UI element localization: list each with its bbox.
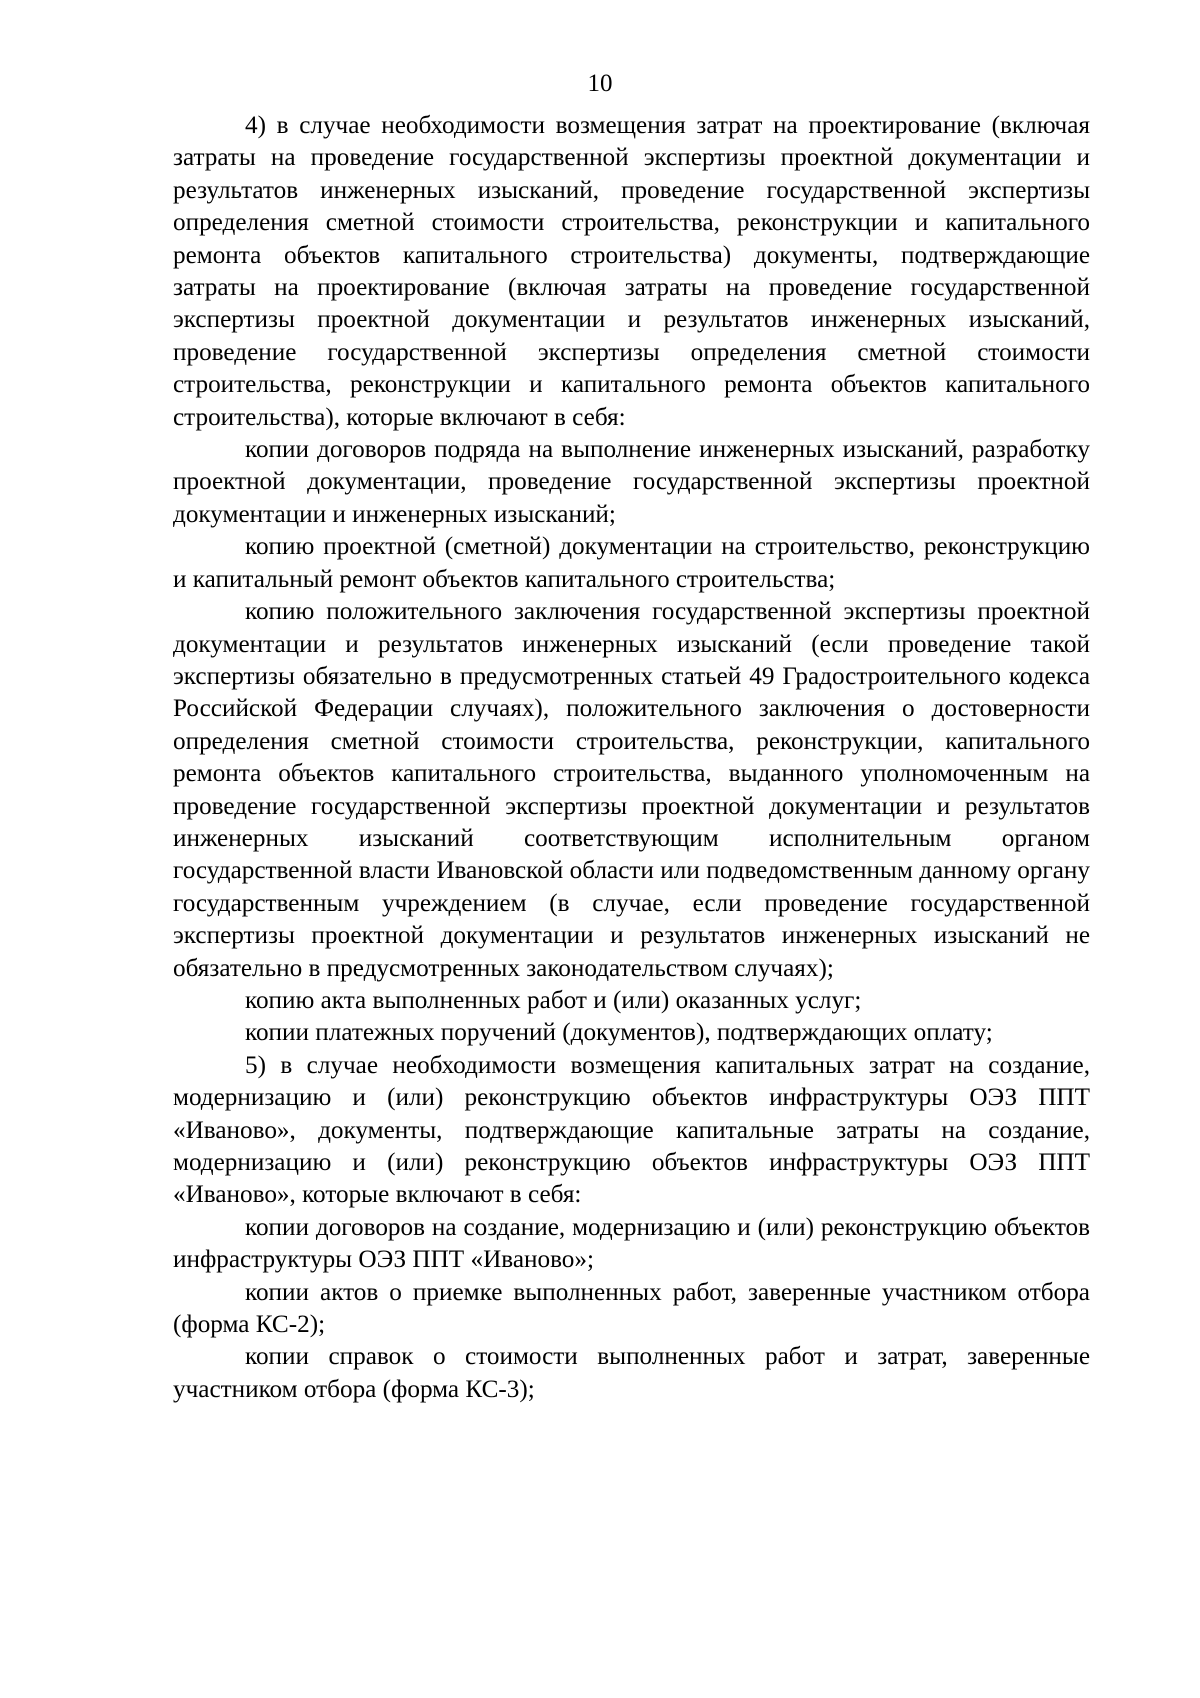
paragraph-ks2-acts: копии актов о приемке выполненных работ, заверенные участником отбора (форма КС-2); xyxy=(173,1278,1090,1339)
paragraph-ks3-certificates: копии справок о стоимости выполненных работ и затрат, заверенные участником отбора (форма КС-3); xyxy=(173,1343,1090,1403)
paragraph-payment-orders: копии платежных поручений (документов), подтверждающих оплату; xyxy=(245,1019,993,1047)
paragraph-item-4: 4) в случае необходимости возмещения затрат на проектирование (включая затраты на проведение государственной экспертизы проектной документации и результатов инженерных изысканий, проведение государственной экспертизы определения сметной стоимости строительства, реконструкции и капитального ремонта объектов капитального строительства) документы, подтверждающие затраты на проектирование (включая затраты на проведение государственной экспертизы проектной документации и результатов инженерных изысканий, проведение государственной экспертизы определения сметной стоимости строительства, реконструкции и капитального ремонта объектов капитального строительства), которые включают в себя: xyxy=(173,112,1090,431)
document-body xyxy=(173,110,1090,1406)
page-number: 10 xyxy=(587,70,613,97)
paragraph-project-docs: копию проектной (сметной) документации на строительство, реконструкцию и капитальный ремонт объектов капитального строительства; xyxy=(173,533,1090,593)
paragraph-item-5: 5) в случае необходимости возмещения капитальных затрат на создание, модернизацию и (или) реконструкцию объектов инфраструктуры ОЭЗ ППТ «Иваново», документы, подтверждающие капитальные затраты на создание, модернизацию и (или) реконструкцию объектов инфраструктуры ОЭЗ ППТ «Иваново», которые включают в себя: xyxy=(173,1051,1090,1209)
paragraph-infrastructure-contracts: копии договоров на создание, модернизацию и (или) реконструкцию объектов инфраструктуры ОЭЗ ППТ «Иваново»; xyxy=(173,1213,1090,1274)
paragraph-contracts-survey: копии договоров подряда на выполнение инженерных изысканий, разработку проектной документации, проведение государственной экспертизы проектной документации и инженерных изысканий; xyxy=(173,436,1090,528)
paragraph-work-act: копию акта выполненных работ и (или) оказанных услуг; xyxy=(245,986,862,1014)
paragraph-expertise-conclusion: копию положительного заключения государственной экспертизы проектной документации и результатов инженерных изысканий (если проведение такой экспертизы обязательно в предусмотренных статьей 49 Градостроительного кодекса Российской Федерации случаях), положительного заключения о достоверности определения сметной стоимости строительства, реконструкции, капитального ремонта объектов капитального строительства, выданного уполномоченным на проведение государственной экспертизы проектной документации и результатов инженерных изысканий соответствующим исполнительным органом государственной власти Ивановской области или подведомственным данному органу государственным учреждением (в случае, если проведение государственной экспертизы проектной документации и результатов инженерных изысканий не обязательно в предусмотренных законодательством случаях); xyxy=(173,598,1090,982)
